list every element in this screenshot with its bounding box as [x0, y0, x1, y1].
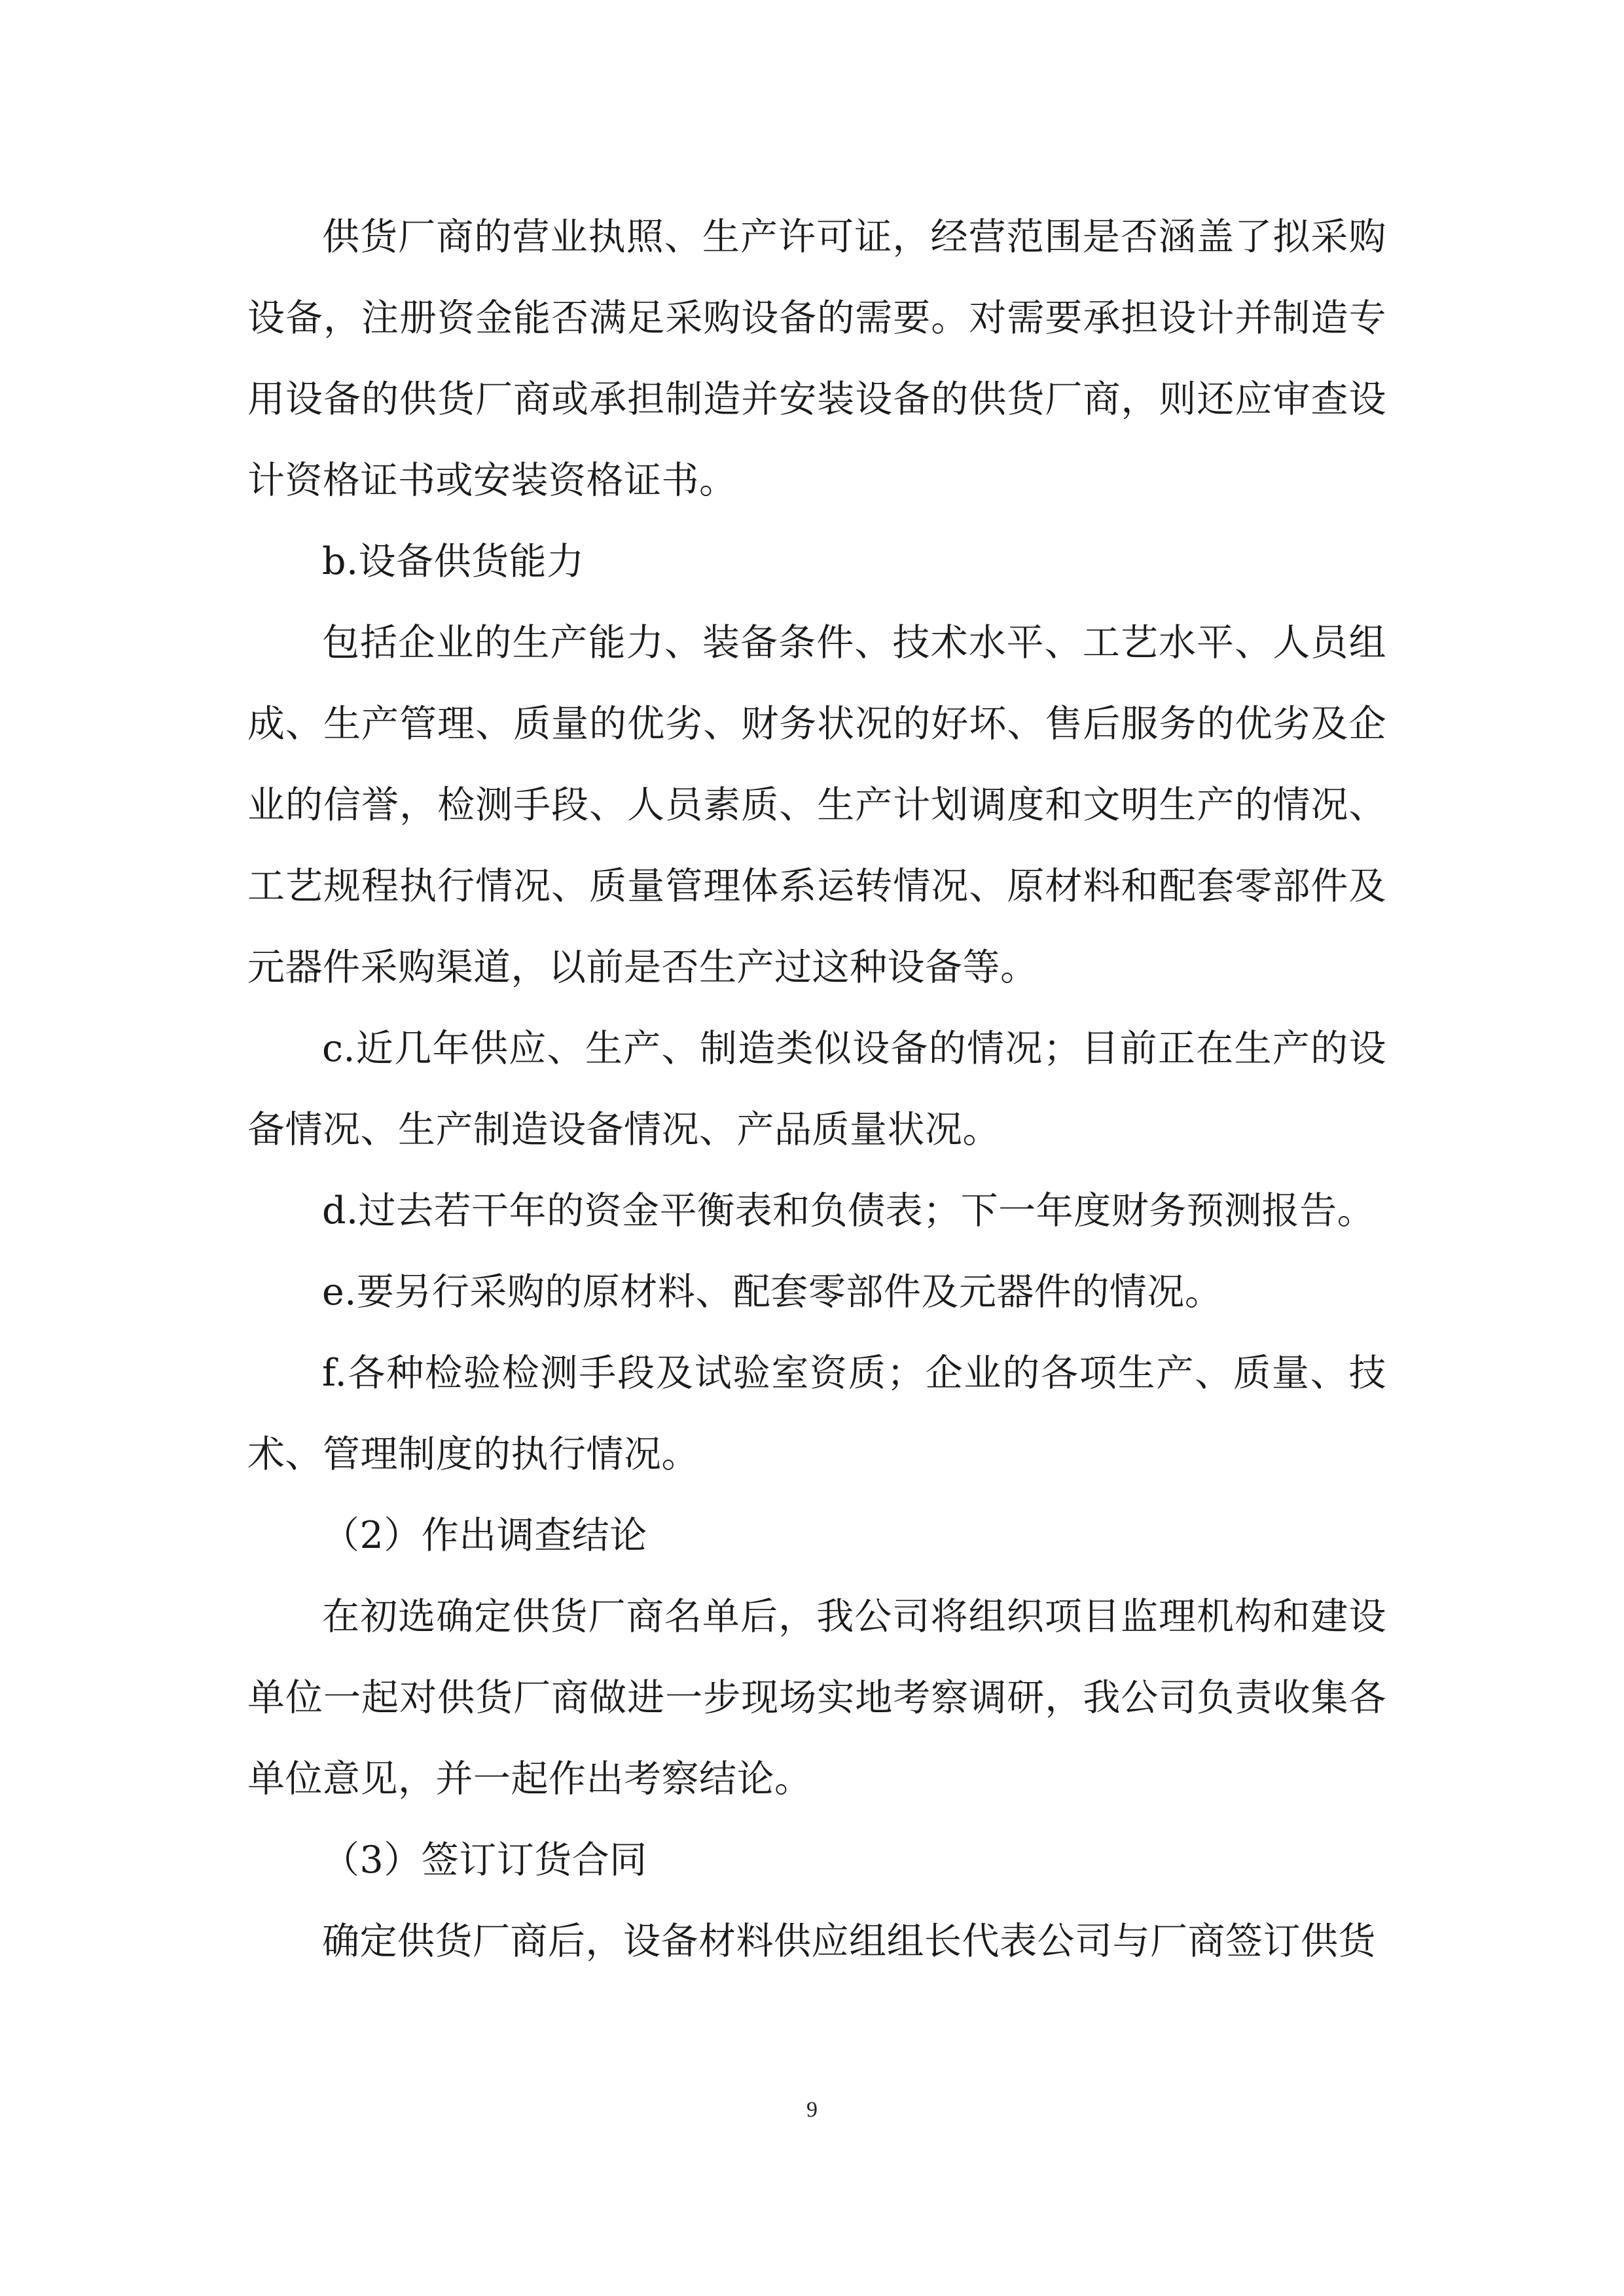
paragraph-vendor-license: 供货厂商的营业执照、生产许可证，经营范围是否涵盖了拟采购设备，注册资金能否满足采购设备的需要。对需要承担设计并制造专用设备的供货厂商或承担制造并安装设备的供货厂商，则还应审查设计资格证书或安装资格证书。: [247, 215, 1386, 502]
section-3-heading: （3）签订订货合同: [322, 1839, 647, 1882]
paragraph-supply-capability: 包括企业的生产能力、装备条件、技术水平、工艺水平、人员组成、生产管理、质量的优劣、财务状况的好坏、售后服务的优劣及企业的信誉，检测手段、人员素质、生产计划调度和文明生产的情况、工艺规程执行情况、质量管理体系运转情况、原材料和配套零部件及元器件采购渠道，以前是否生产过这种设备等。: [247, 621, 1386, 989]
item-c: c.近几年供应、生产、制造类似设备的情况；目前正在生产的设备情况、生产制造设备情况、产品质量状况。: [247, 1027, 1386, 1151]
item-e: e.要另行采购的原材料、配套零部件及元器件的情况。: [322, 1270, 1223, 1314]
document-body: [247, 196, 1386, 1982]
item-d: d.过去若干年的资金平衡表和负债表；下一年度财务预测报告。: [322, 1189, 1375, 1232]
page-number: 9: [806, 2098, 818, 2122]
section-2-heading: （2）作出调查结论: [322, 1514, 647, 1557]
item-f: f.各种检验检测手段及试验室资质；企业的各项生产、质量、技术、管理制度的执行情况。: [247, 1352, 1386, 1476]
paragraph-survey-conclusion: 在初选确定供货厂商名单后，我公司将组织项目监理机构和建设单位一起对供货厂商做进一步现场实地考察调研，我公司负责收集各单位意见，并一起作出考察结论。: [247, 1595, 1386, 1801]
item-b-heading: b.设备供货能力: [322, 540, 585, 583]
paragraph-sign-contract: 确定供货厂商后，设备材料供应组组长代表公司与厂商签订供货: [322, 1920, 1376, 1963]
